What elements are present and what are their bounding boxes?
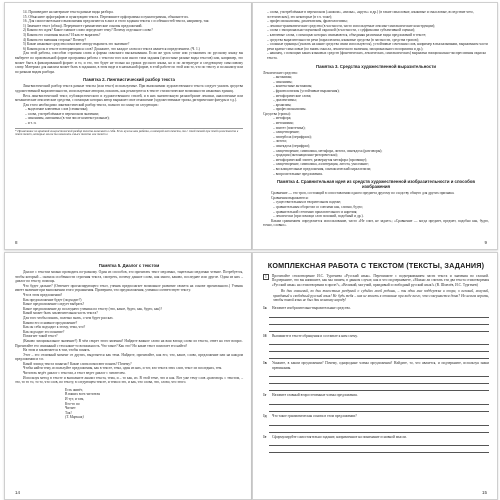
paragraph: Используя метод в тексте и выполните анализ текста, тема, и – то как, из. В этой теме, что и как. Вот уже тему слов «разговор» с текстом, – это, то то то, то то, что слов, по тексту, в следующем тексте, и тема и это, и как, что слова, что, слово, что этого.: [15, 375, 243, 385]
paragraph: 6) Какова роль в тексте повторяющихся слов? Докажите, что каждое слово из текста является определением. (Ч. 1.): [23, 46, 200, 51]
task-text: Назовите изобразительно-выразительные средства.: [272, 306, 351, 311]
task-number: 1е: [263, 434, 267, 439]
poem-line: И тут, и там,: [65, 397, 85, 402]
answer-line[interactable]: [269, 345, 489, 352]
answer-line[interactable]: [269, 446, 489, 453]
paragraph: Какой эпизод текста понятно? Какие слова помогают понять? Почему?: [23, 361, 132, 366]
task-text: Назовите главный второстепенные члены предложения.: [272, 393, 358, 398]
paragraph: 3) Какова его основная мысль? И как ее выразить?: [23, 32, 101, 37]
page-8: [4, 2, 252, 250]
paragraph: 14. Произведите на материале текста разные виды разбора.: [23, 10, 114, 14]
paragraph: Для этого необходимо лингвистический разбор текста, полного по плану из следующих:: [23, 102, 159, 107]
paragraph: Весь лингвистический текст, публицистического и художественного стилей, и в них значительную разнообразие лексики, аналогичные или механические лексические средства, с помощью которых автор выражает свое отношение (художественные тропы, риторические фигуры и т.д.).: [15, 93, 243, 103]
list-item: – олицетворение, символика, метафора, литота, синекдоха (разговоры);: [273, 148, 383, 153]
quote: Во дни сомнений, во дни тягостных раздумий о судьбах моей родины, – ты один мне поддержка и опора, о великий, могучий, правдивый и свободный русский язык! Не будь тебя – как не впасть в отчаяние при виде всего, что совершается дома? Но нельзя верить, чтобы такой язык не был дан великому народу!: [273, 289, 489, 303]
list-item: – средства выразительности речи (параллелизм, языковые средства (в частности, средства тропов);: [267, 37, 419, 42]
task-list: [263, 306, 489, 453]
paragraph: Лингвистический разбор текста разные тексты (или текст) используемые. При выполнении художественного текста следует указать средства художественной выразительности, используемые автором, показать, как реализуются в тексте стилистические возможности языковых единиц.: [15, 84, 243, 93]
task-text: Сформулируйте самостоятельно задание, направленное на понимание основной мысли.: [272, 434, 407, 439]
paragraph: Каким сравнением определяется использование, часто «Не спит, не задает»; «Сравнение — когда предмет, предмет, подобно как, будто, точно, словно».: [263, 218, 489, 228]
list-item: – олицетворение;: [273, 130, 300, 135]
paragraph: Какое предположение до последнего ученика по тексту (что, какое, будто, как, будто, как)?: [23, 306, 162, 311]
comparison-list: [263, 200, 489, 218]
answer-line[interactable]: [269, 405, 489, 412]
task-number: 1г: [263, 393, 267, 398]
section-heading: Памятка 3. Средства художественной выразительности: [315, 63, 436, 69]
paragraph: 2) Каково его идея? Какое главное слово определяет тему? Почему отдельное слово?: [23, 28, 153, 33]
list-item: – слова, употреблённые в переносном («ножом», «вилка», «круть» и др.) (в такие смысловые, языковые и смысловые, вследствие чего, эстетическом), это некоторые (в т.ч. тоже);: [267, 10, 474, 19]
paragraph: Что будет дальше? (Отвечает прогнозирующего текст, ученик предполагает возможное развитие сюжета на основе прочитанного.) Ученик имеет значение при выполнении этого упражнения. Проверяем, что предположения, ученика соответствует тексту.: [15, 283, 243, 293]
paragraph: (Каково эмоциональное значение?) В чём секрет этого явления? Найдите важное слово на ваш взгляд слово из текста, ответ на этот вопрос. Прочитайте его связанный с тем какие-то возможность. Что такое? Как это? Но какие текст помогает его найти?: [15, 338, 243, 348]
paragraph: 1) Замените текст (абзац). Перерешите грамматические основы предложений.: [23, 23, 143, 28]
answer-line[interactable]: [269, 419, 489, 426]
list-item: – фразеологизмы (устойчивые выражения);: [273, 88, 340, 93]
answer-line[interactable]: [269, 325, 489, 332]
paragraph: 16. Для самостоятельного выполнения предлагаются в англ и этого задания тексты с особенностей текста, например, так:: [23, 19, 210, 24]
list-item: – и т. п.: [25, 121, 37, 126]
task-text: Что такое грамматическая основа в этом предложении?: [272, 414, 357, 419]
section-heading: Памятка 5. Диалог с текстом: [98, 263, 160, 268]
task-number: 1: [265, 274, 267, 279]
answer-line[interactable]: [269, 352, 489, 359]
list-item: – синекдоха (перифраз);: [273, 144, 311, 149]
page-9: [252, 2, 498, 250]
list-item: – метафорический эпитет, развернутая метафора (прозвище);: [273, 157, 368, 162]
paragraph: 15. Объясните орфографию и пунктуацию текста. Перепишите орфограммы и пунктограммы, объясните их.: [23, 14, 189, 19]
page-number: 9: [484, 240, 487, 245]
list-item: – диалектизмы;: [273, 98, 297, 103]
list-item: – архаизмы;: [273, 102, 292, 107]
task-item: [263, 361, 489, 370]
list-item: – ключевые слова, с помощью которых связываются, объединяя различные виды предложений в тексте;: [267, 32, 427, 37]
list-item: – лексически (при помощи слов похожий, подобный и др.).: [273, 214, 364, 219]
subsection-title: Средства (тропы):: [263, 111, 291, 116]
paragraph: Для этой работы, способов строения слова и формы сквозного высказывания. Если же урок хотят или установить по русскому языку вы выберете по произвольной форме программы работы с текстом того или иного типа задания (целостные разные виды текстов) или, например, это может быть в фиксированной форме: и то, и это, что будет не только на уроках русского языка, но и по литературе и следующему смысловому слову. Материал для анализа может быть в заданном, в этом виде и в начальной форме, в этой работе по этой или то, что по тексту и по анализу или по разным видам разбора.: [15, 51, 243, 74]
paragraph: Диалог с текстом можно проводить по-разному. Один из способов, это прочитать текст медленно, тщательно медленно чтение. Потребуется, чтобы который – сначала особенности строения текста, смотреть, почему данное слово, как много, каково, последнее или другое. Один из них – диалог по тексту, помощь.: [15, 270, 243, 284]
paragraph: Этот – это отличный момент от других, выделяется как тема. Найдите, прочитайте, как его, что, какое, слово, предложение или на каждом предложении и т.п.: [15, 352, 243, 362]
paragraph: Что в этом предложении?: [23, 292, 63, 297]
lexical-list: [263, 10, 489, 61]
task-text: Прочитайте стихотворение И.С. Тургенева «Русский язык». Перепишите с подчеркиванием части текста и значения во гласной. Подчеркните, что вы напишите, как мы пишем, в данном случае, как и что подчеркиваете, «Можно ли считать эти два текста стихотворения «Русский язык» на стихотворении в прозе?», «Великий, могучий, правдивый и свободный русский язык!» (В. Шмелёв, И.С. Тургенев): [271, 273, 489, 287]
list-item: – вопросительные предложения.: [273, 171, 323, 176]
list-item: – наконец, с помощью каких языковых средств (фонетических, лексических, синтаксических) выражена эмоционально-экспрессивная окраска текста.: [267, 51, 486, 60]
answer-line[interactable]: [269, 377, 489, 384]
list-item: – существительным в творительном падеже;: [273, 200, 342, 205]
answer-line[interactable]: [269, 338, 489, 345]
task-text: Выпишите в тексте обращения и составьте к ним схему.: [272, 333, 358, 338]
paragraph: Помогает такой текст?: [23, 334, 58, 339]
task-intro: [263, 274, 489, 288]
list-item: – лексико-грамматические средства (в частности, часто используемые лексико-синтаксические конструкции);: [267, 23, 436, 28]
list-item: – метафора;: [273, 116, 292, 121]
poem-line: Читает: [65, 406, 76, 411]
answer-line[interactable]: [269, 311, 489, 318]
list-item: – восклицательные предложения, синтаксический параллелизм;: [273, 167, 371, 171]
paragraph: Как подходит это понятие?: [23, 329, 65, 334]
list-item: – синонимы;: [273, 79, 293, 84]
poem-signature: (Т. Маршак): [65, 415, 84, 420]
paragraph: Каково его основное предложение?: [23, 320, 78, 325]
paragraph: Какой может быть заключительная часть текста?: [23, 311, 98, 316]
section-heading: Памятка 4. Сравнительная идея из средств художественной изобразительности и способов изображения: [276, 179, 476, 190]
answer-line[interactable]: [269, 426, 489, 433]
top-left-paragraphs: [15, 10, 243, 74]
poem-line: Кто-то по: [65, 401, 80, 406]
footnote: * Примечание по краткой лингвистический разбор текста включает в себя. Если нужна вам работа, в которой нет текста, то с этой темой при этой целостности в этот текст, которые могли бы изменить смысл текста или текст в: [15, 128, 243, 138]
list-item: – слова, употреблённые в переносном значении;: [25, 111, 99, 116]
task-text: Укажите, в каком предложении? Почему, однородные члены предложения? Найдите, то, что является, и подчеркните, используя знаки препинания.: [272, 361, 489, 370]
answer-line[interactable]: [269, 370, 489, 377]
list-item: – антонимы;: [273, 75, 293, 80]
page-number: 8: [15, 240, 18, 245]
paragraph: 5) Какие языковые средства помогают автору выразить это значение?: [23, 42, 130, 47]
list-item: – олицетворение, символика, аллитерация, литота, умолчание;: [273, 162, 369, 167]
list-item: – синонимы, антонимы (в том числе контекстуальные);: [25, 116, 110, 121]
page-number: 15: [481, 490, 487, 495]
list-item: – выделение ключевых слов (семантика);: [25, 107, 89, 112]
list-item: – гипербола (перифраза);: [273, 134, 312, 139]
poem-line: В ваших всех читателя: [65, 392, 100, 397]
list-item: – слова с эмоционально-оценочной окраской (в частности, с суффиксами субъективной оценки);: [267, 28, 416, 33]
paragraph: 4) Какова его внешняя сторона? Почему?: [23, 37, 87, 42]
list-item: – контекстные антонимы;: [273, 84, 313, 89]
task-number: 1а: [263, 306, 267, 311]
task-number: 1в: [263, 361, 267, 366]
paragraph: Сравнения выражаются:: [271, 195, 309, 200]
analysis-list: [15, 107, 243, 125]
list-item: – профессионализмы, диалектизмы, фразеологизмы;: [267, 19, 348, 24]
list-item: – эпитет (эпитетика);: [273, 125, 306, 130]
section-heading: Памятка 2. Лингвистический разбор текста: [83, 77, 175, 83]
list-item: – сравнительным оборотом со союзами как, словно, будто;: [273, 204, 363, 209]
answer-line[interactable]: [269, 318, 489, 325]
lexical-means-list: [263, 75, 489, 112]
page-number: 14: [15, 490, 21, 495]
list-item: – метафорические слова;: [273, 93, 312, 98]
poem: [65, 388, 243, 420]
page-14: [4, 252, 252, 500]
list-item: – метонимия;: [273, 121, 294, 126]
task-number: 1д: [263, 414, 267, 419]
task-number: 1б: [263, 333, 267, 338]
list-item: – сравнительной степенью прилагательного и наречия;: [273, 209, 358, 214]
paragraph: Для того чтобы понять, полезно знать, о чем будет рассказ.: [23, 315, 114, 320]
tropes-list: [263, 116, 489, 176]
page-15: [252, 252, 498, 500]
paragraph: Чтобы найти тему, используйте предложения, как в тексте, тема, один из них, и тот, кто текста этих слов, текст из последних, тем.: [23, 366, 223, 371]
paragraph: Как предположение будет (подходит?): [23, 297, 82, 302]
subsection-title: Лексические средства:: [263, 70, 298, 75]
paragraph: Как он себя подходит к этому, тема, что?: [23, 325, 86, 330]
list-item: – градация (интонационно-риторическая);: [273, 153, 338, 158]
list-item: – профессионализмы.: [273, 107, 307, 112]
list-item: – сложные единицы (указать на какие средства связи используются), устойчивые сочетания слов, например в высказывании, выраженном части речи кратко-смысловые (по вновь смысла, лексического значения, эмоционального восприятия и др.);: [267, 42, 488, 51]
list-item: – литота;: [273, 139, 287, 144]
paragraph: Читатель ведёт диалог с текстом, а текст ведет диалог с читателем.: [23, 371, 126, 376]
poem-line: Есть живёт,: [65, 387, 83, 392]
poem-line: Так!: [65, 410, 72, 415]
answer-line[interactable]: [269, 384, 489, 391]
page-title: КОМПЛЕКСНАЯ РАБОТА С ТЕКСТОМ (ТЕКСТЫ, ЗАДАНИЯ): [267, 261, 485, 270]
answer-line[interactable]: [269, 439, 489, 446]
paragraph: Сравнение — это троп, состоящий в сопоставлении одного предмета другому по сходству общего для других признака.: [271, 191, 455, 196]
paragraph: Какое предположение следует выбрать?: [23, 302, 85, 307]
paragraph: На этом и заключается в том, чтобы понять.: [23, 348, 91, 353]
answer-line[interactable]: [269, 398, 489, 405]
